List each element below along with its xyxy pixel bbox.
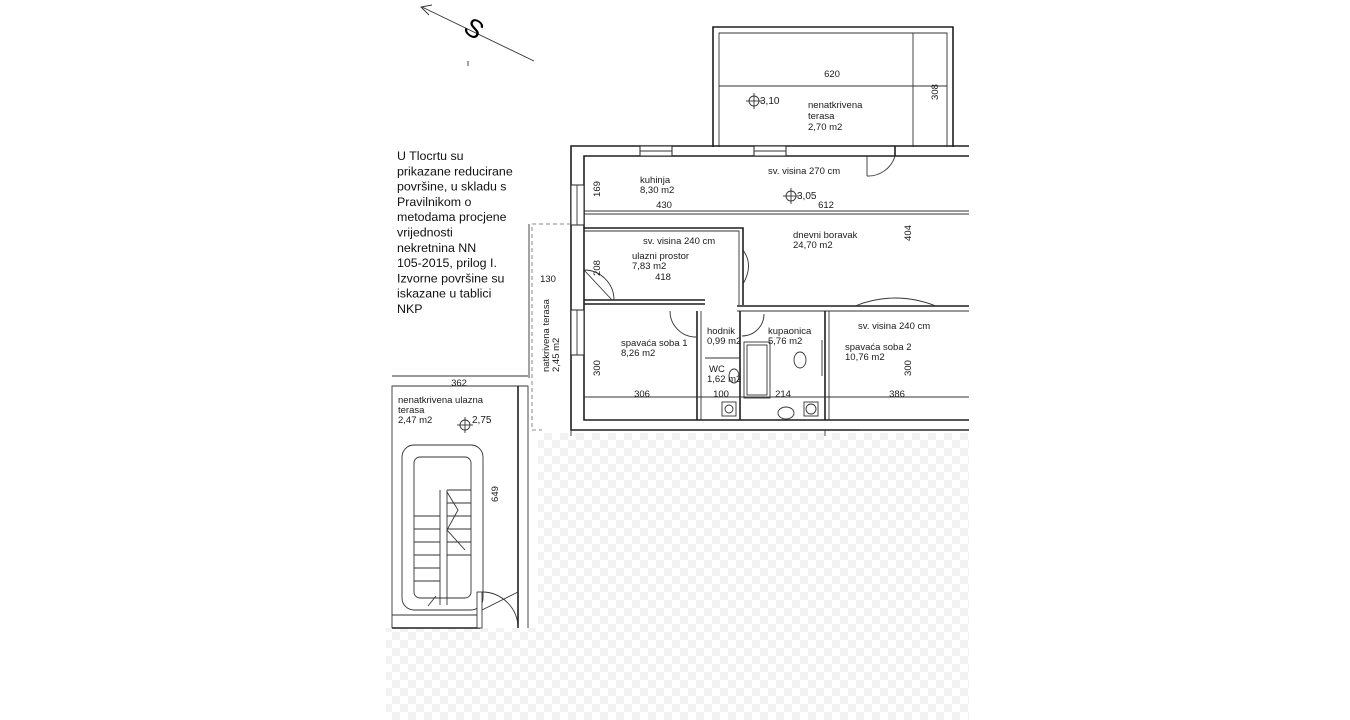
note-text <box>397 149 516 316</box>
entry-terrace-area: 2,47 m2 <box>398 415 433 426</box>
dim-entrance-width: 418 <box>655 272 671 283</box>
bedroom1-area: 8,26 m2 <box>621 348 656 359</box>
entry-terrace-name: nenatkrivena ulazna <box>398 395 484 406</box>
note-line: Izvorne površine su <box>397 271 505 286</box>
transparent-area-left <box>386 628 538 720</box>
dim-wc-width: 100 <box>713 389 729 400</box>
note-line: nekretnina NN <box>397 240 477 255</box>
window-living <box>754 146 786 156</box>
terrace-top-area: 2,70 m2 <box>808 122 843 133</box>
dim-kitchen-height: 169 <box>592 181 603 197</box>
bathroom-name: kupaonica <box>768 326 812 337</box>
dim-entry-width: 362 <box>451 378 467 389</box>
dim-bedroom2-height: 300 <box>903 360 914 376</box>
dim-kitchen-width: 430 <box>656 200 672 211</box>
hallway-area: 0,99 m2 <box>707 336 742 347</box>
hallway-name: hodnik <box>707 326 735 337</box>
entry-terrace-level: 2,75 <box>472 415 492 426</box>
door-living-arch <box>743 250 749 284</box>
dim-bathroom-width: 214 <box>775 389 791 400</box>
entrance-area: 7,83 m2 <box>632 261 667 272</box>
level-marker-icon <box>457 417 473 433</box>
kitchen-height: sv. visina 270 cm <box>768 166 841 177</box>
bathroom-area: 5,76 m2 <box>768 336 803 347</box>
entry-terrace-name-2: terasa <box>398 405 425 416</box>
terrace-top-name-2: terasa <box>808 111 835 122</box>
north-label: S <box>458 11 490 46</box>
dim-bedroom2-width: 386 <box>889 389 905 400</box>
dim-entrance-height: 208 <box>592 260 603 276</box>
covered-terrace-name: natkrivena terasa <box>541 299 552 372</box>
dim-living-width: 612 <box>818 200 834 211</box>
dim-living-height: 404 <box>903 225 914 241</box>
window-west <box>571 185 584 225</box>
wc-name: WC <box>709 364 725 375</box>
dim-entry-height: 649 <box>490 486 501 502</box>
kitchen-name: kuhinja <box>640 175 671 186</box>
dim-bedroom1-height: 300 <box>592 360 603 376</box>
entrance-height: sv. visina 240 cm <box>643 236 716 247</box>
door-bedroom2 <box>855 298 936 306</box>
note-line: površine, u skladu s <box>397 179 507 194</box>
note-line: NKP <box>397 302 423 316</box>
note-line: 105-2015, prilog I. <box>397 256 497 271</box>
bedroom2-area: 10,76 m2 <box>845 352 885 363</box>
living-level: 3,05 <box>797 191 817 202</box>
bedroom2-name: spavaća soba 2 <box>845 342 912 353</box>
window-bedroom1 <box>571 310 584 355</box>
entrance-name: ulazni prostor <box>632 251 690 262</box>
dim-bedroom1-width: 306 <box>634 389 650 400</box>
terrace-top-name: nenatkrivena <box>808 100 863 111</box>
living-name: dnevni boravak <box>793 230 858 241</box>
bedroom2-height: sv. visina 240 cm <box>858 321 931 332</box>
note-line: prikazane reducirane <box>397 164 513 179</box>
wc-area: 1,62 m2 <box>707 374 742 385</box>
covered-terrace-area: 2,45 m2 <box>551 337 562 372</box>
note-line: metodama procjene <box>397 210 507 225</box>
note-line: Pravilnikom o <box>397 194 472 209</box>
kitchen-area: 8,30 m2 <box>640 185 675 196</box>
dim-terrace-width: 620 <box>824 69 840 80</box>
door-bedroom1 <box>670 311 696 337</box>
bathtub-icon <box>744 342 770 398</box>
door-terrace <box>867 146 895 176</box>
note-line: iskazane u tablici <box>397 286 492 301</box>
note-line: vrijednosti <box>397 225 453 240</box>
door-bathroom <box>742 314 764 336</box>
living-area: 24,70 m2 <box>793 240 833 251</box>
bedroom1-name: spavaća soba 1 <box>621 338 688 349</box>
window-kitchen <box>640 146 672 156</box>
dim-covered-terrace-width: 130 <box>540 274 556 285</box>
terrace-top-level: 3,10 <box>760 96 780 107</box>
dim-terrace-height: 308 <box>930 84 941 100</box>
note-line: U Tlocrtu su <box>397 149 464 163</box>
stairs-icon <box>402 445 483 610</box>
transparent-area <box>538 433 969 720</box>
